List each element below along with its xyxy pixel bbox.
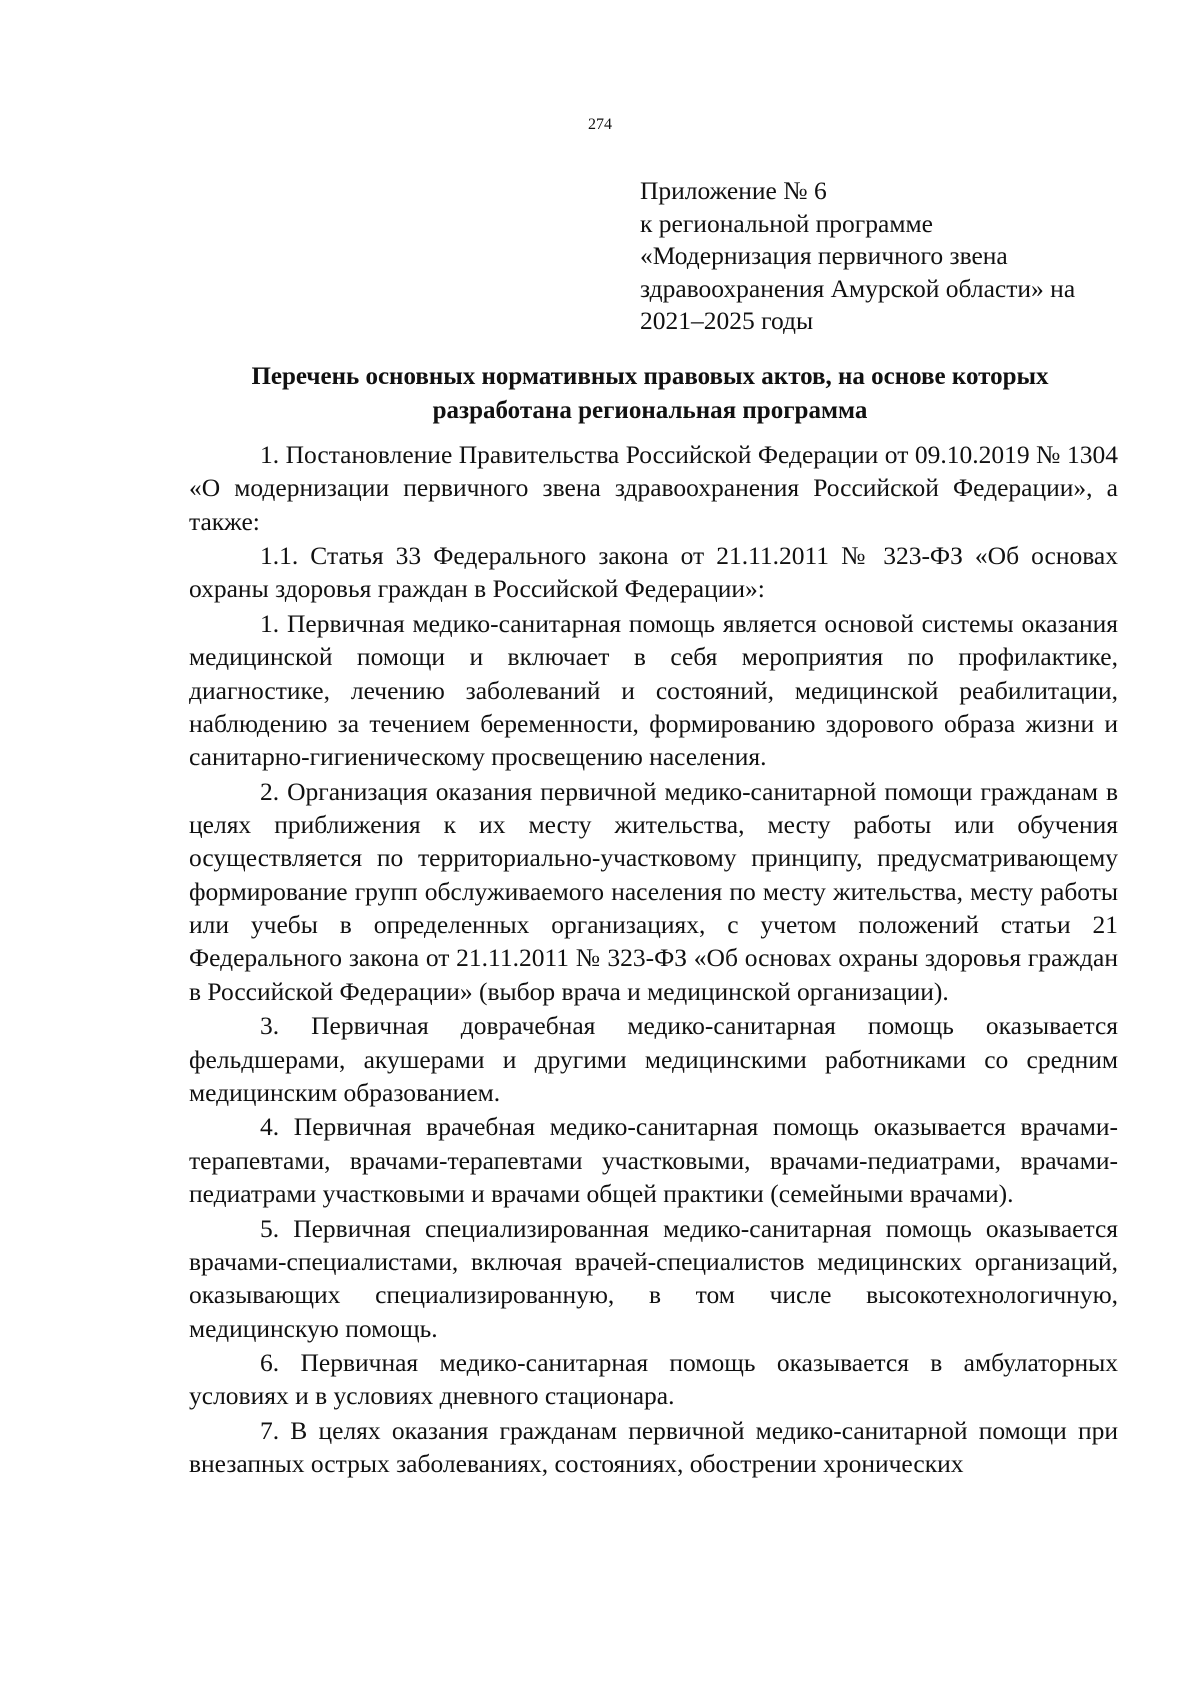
paragraph-1-1: 1.1. Статья 33 Федерального закона от 21.11.2011 № 323-ФЗ «Об основах охраны здоровья граждан в Российской Федерации»: — [189, 541, 1118, 604]
title-line: Перечень основных нормативных правовых актов, на основе которых — [251, 363, 1049, 390]
annex-line: к региональной программе — [640, 208, 933, 238]
annex-line: здравоохранения Амурской области» на — [640, 273, 1076, 303]
paragraph-item-2: 2. Организация оказания первичной медико-санитарной помощи гражданам в целях приближения к их месту жительства, месту работы или обучения осуществляется по территориально-участковому принципу, предусматривающему формирование групп обслуживаемого населения по месту жительства, месту работы или учебы в определенных организациях, с учетом положений статьи 21 Федерального закона от 21.11.2011 № 323-ФЗ «Об основах охраны здоровья граждан в Российской Федерации» (выбор врача и медицинской организации). — [189, 776, 1118, 1006]
paragraph-item-3: 3. Первичная доврачебная медико-санитарная помощь оказывается фельдшерами, акушерами и другими медицинскими работниками со средним медицинским образованием. — [189, 1011, 1118, 1107]
document-title — [150, 360, 1150, 428]
annex-line: Приложение № 6 — [640, 176, 827, 205]
annex-header — [640, 175, 1075, 338]
paragraph-item-7: 7. В целях оказания гражданам первичной медико-санитарной помощи при внезапных острых заболеваниях, состояниях, обострении хронических — [189, 1415, 1118, 1479]
paragraph-item-5: 5. Первичная специализированная медико-санитарная помощь оказывается врачами-специалистами, включая врачей-специалистов медицинских организаций, оказывающих специализированную, в том числе высокотехнологичную, медицинскую помощь. — [189, 1213, 1118, 1343]
paragraph-1: 1. Постановление Правительства Российской Федерации от 09.10.2019 № 1304 «О модернизации первичного звена здравоохранения Российской Федерации», а также: — [189, 440, 1118, 536]
paragraph-item-1: 1. Первичная медико-санитарная помощь является основой системы оказания медицинской помощи и включает в себя мероприятия по профилактике, диагностике, лечению заболеваний и состояний, медицинской реабилитации, наблюдению за течением беременности, формированию здорового образа жизни и санитарно-гигиеническому просвещению населения. — [189, 609, 1118, 772]
paragraph-item-4: 4. Первичная врачебная медико-санитарная помощь оказывается врачами-терапевтами, врачами-терапевтами участковыми, врачами-педиатрами, врачами-педиатрами участковыми и врачами общей практики (семейными врачами). — [189, 1112, 1118, 1209]
annex-line: 2021–2025 годы — [640, 306, 814, 335]
title-line: разработана региональная программа — [432, 397, 868, 424]
page-number: 274 — [588, 116, 612, 133]
annex-line: «Модернизация первичного звена — [640, 241, 1008, 270]
paragraph-item-6: 6. Первичная медико-санитарная помощь оказывается в амбулаторных условиях и в условиях дневного стационара. — [189, 1348, 1118, 1411]
document-body — [189, 438, 1118, 1482]
